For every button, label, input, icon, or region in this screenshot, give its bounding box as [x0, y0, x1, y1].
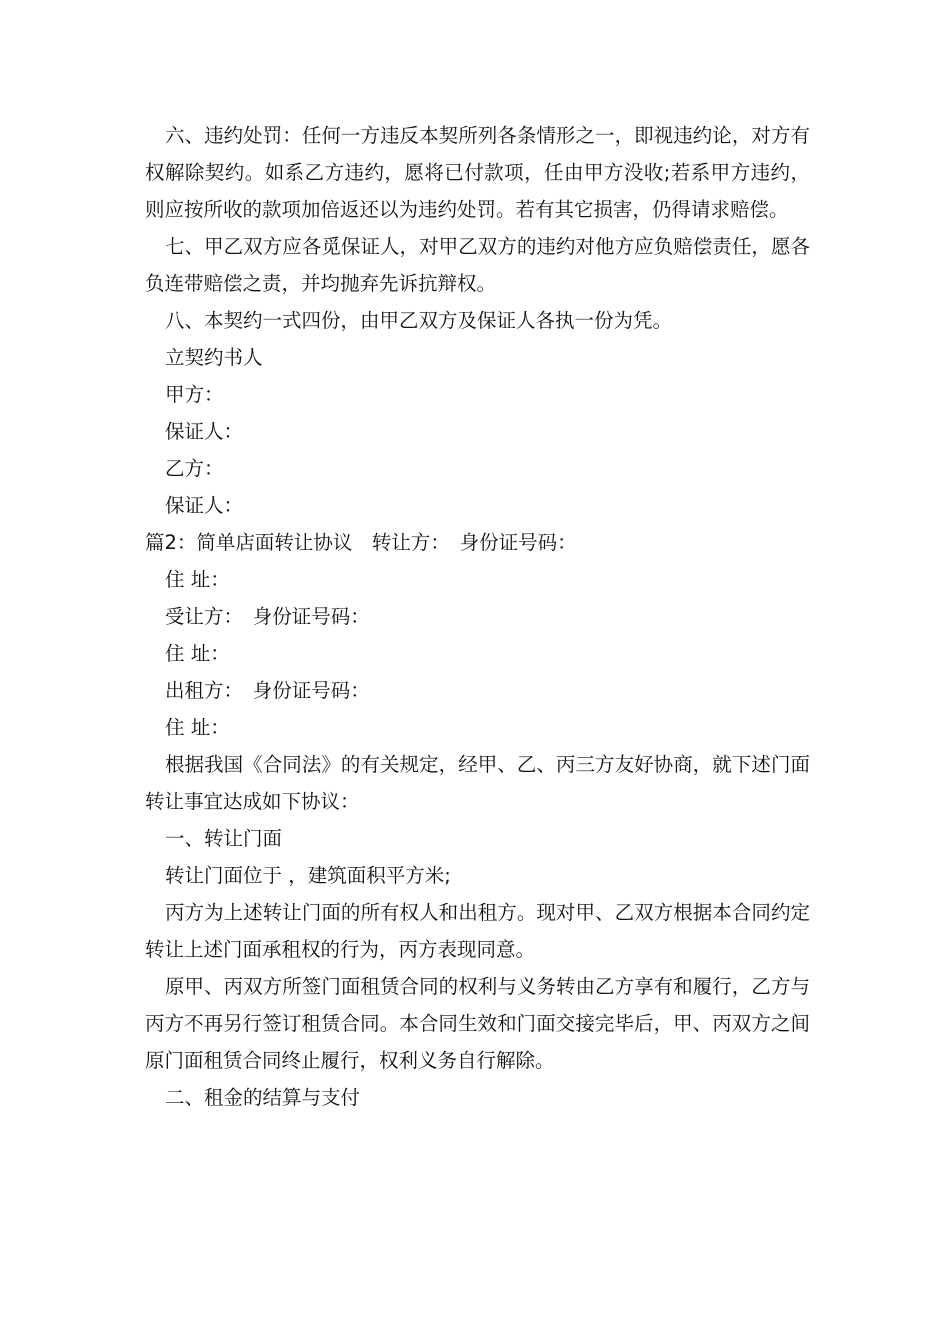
guarantor-b-line: 保证人：: [165, 494, 244, 517]
party-a-line: 甲方：: [165, 383, 224, 406]
signatories-heading: 立契约书人: [165, 346, 263, 369]
party-b-line: 乙方：: [165, 457, 224, 480]
article-2-title: 篇2：简单店面转让协议 转让方： 身份证号码：: [145, 531, 577, 554]
transferor-address-line: 住 址：: [165, 568, 230, 591]
owner-consent-paragraph: 丙方为上述转让门面的所有权人和出租方。现对甲、乙双方根据本合同约定转让上述门面承租权的行为，丙方表现同意。: [145, 901, 810, 961]
section-2-heading: 二、租金的结算与支付: [165, 1086, 361, 1109]
lessor-address-line: 住 址：: [165, 716, 230, 739]
clause-copies: 八、本契约一式四份，由甲乙双方及保证人各执一份为凭。: [165, 309, 673, 332]
preamble: 根据我国《合同法》的有关规定，经甲、乙、丙三方友好协商，就下述门面转让事宜达成如下协议：: [145, 753, 810, 813]
lessor-line: 出租方： 身份证号码：: [165, 679, 370, 702]
clause-breach-penalty: 六、违约处罚：任何一方违反本契所列各条情形之一，即视违约论，对方有权解除契约。如系乙方违约，愿将已付款项，任由甲方没收;若系甲方违约，则应按所收的款项加倍返还以为违约处罚。若有其它损害，仍得请求赔偿。: [145, 124, 810, 221]
transferee-line: 受让方： 身份证号码：: [165, 605, 370, 628]
section-1-heading: 一、转让门面: [165, 827, 283, 850]
rights-transfer-paragraph: 原甲、丙双方所签门面租赁合同的权利与义务转由乙方享有和履行，乙方与丙方不再另行签订租赁合同。本合同生效和门面交接完毕后，甲、丙双方之间原门面租赁合同终止履行，权利义务自行解除。: [145, 975, 810, 1072]
transferee-address-line: 住 址：: [165, 642, 230, 665]
guarantor-a-line: 保证人：: [165, 420, 244, 443]
storefront-location-line: 转让门面位于 ，建筑面积平方米;: [165, 864, 451, 887]
clause-guarantors: 七、甲乙双方应各觅保证人，对甲乙双方的违约对他方应负赔偿责任，愿各负连带赔偿之责，并均抛弃先诉抗辩权。: [145, 235, 810, 295]
document-page: [145, 117, 810, 1116]
